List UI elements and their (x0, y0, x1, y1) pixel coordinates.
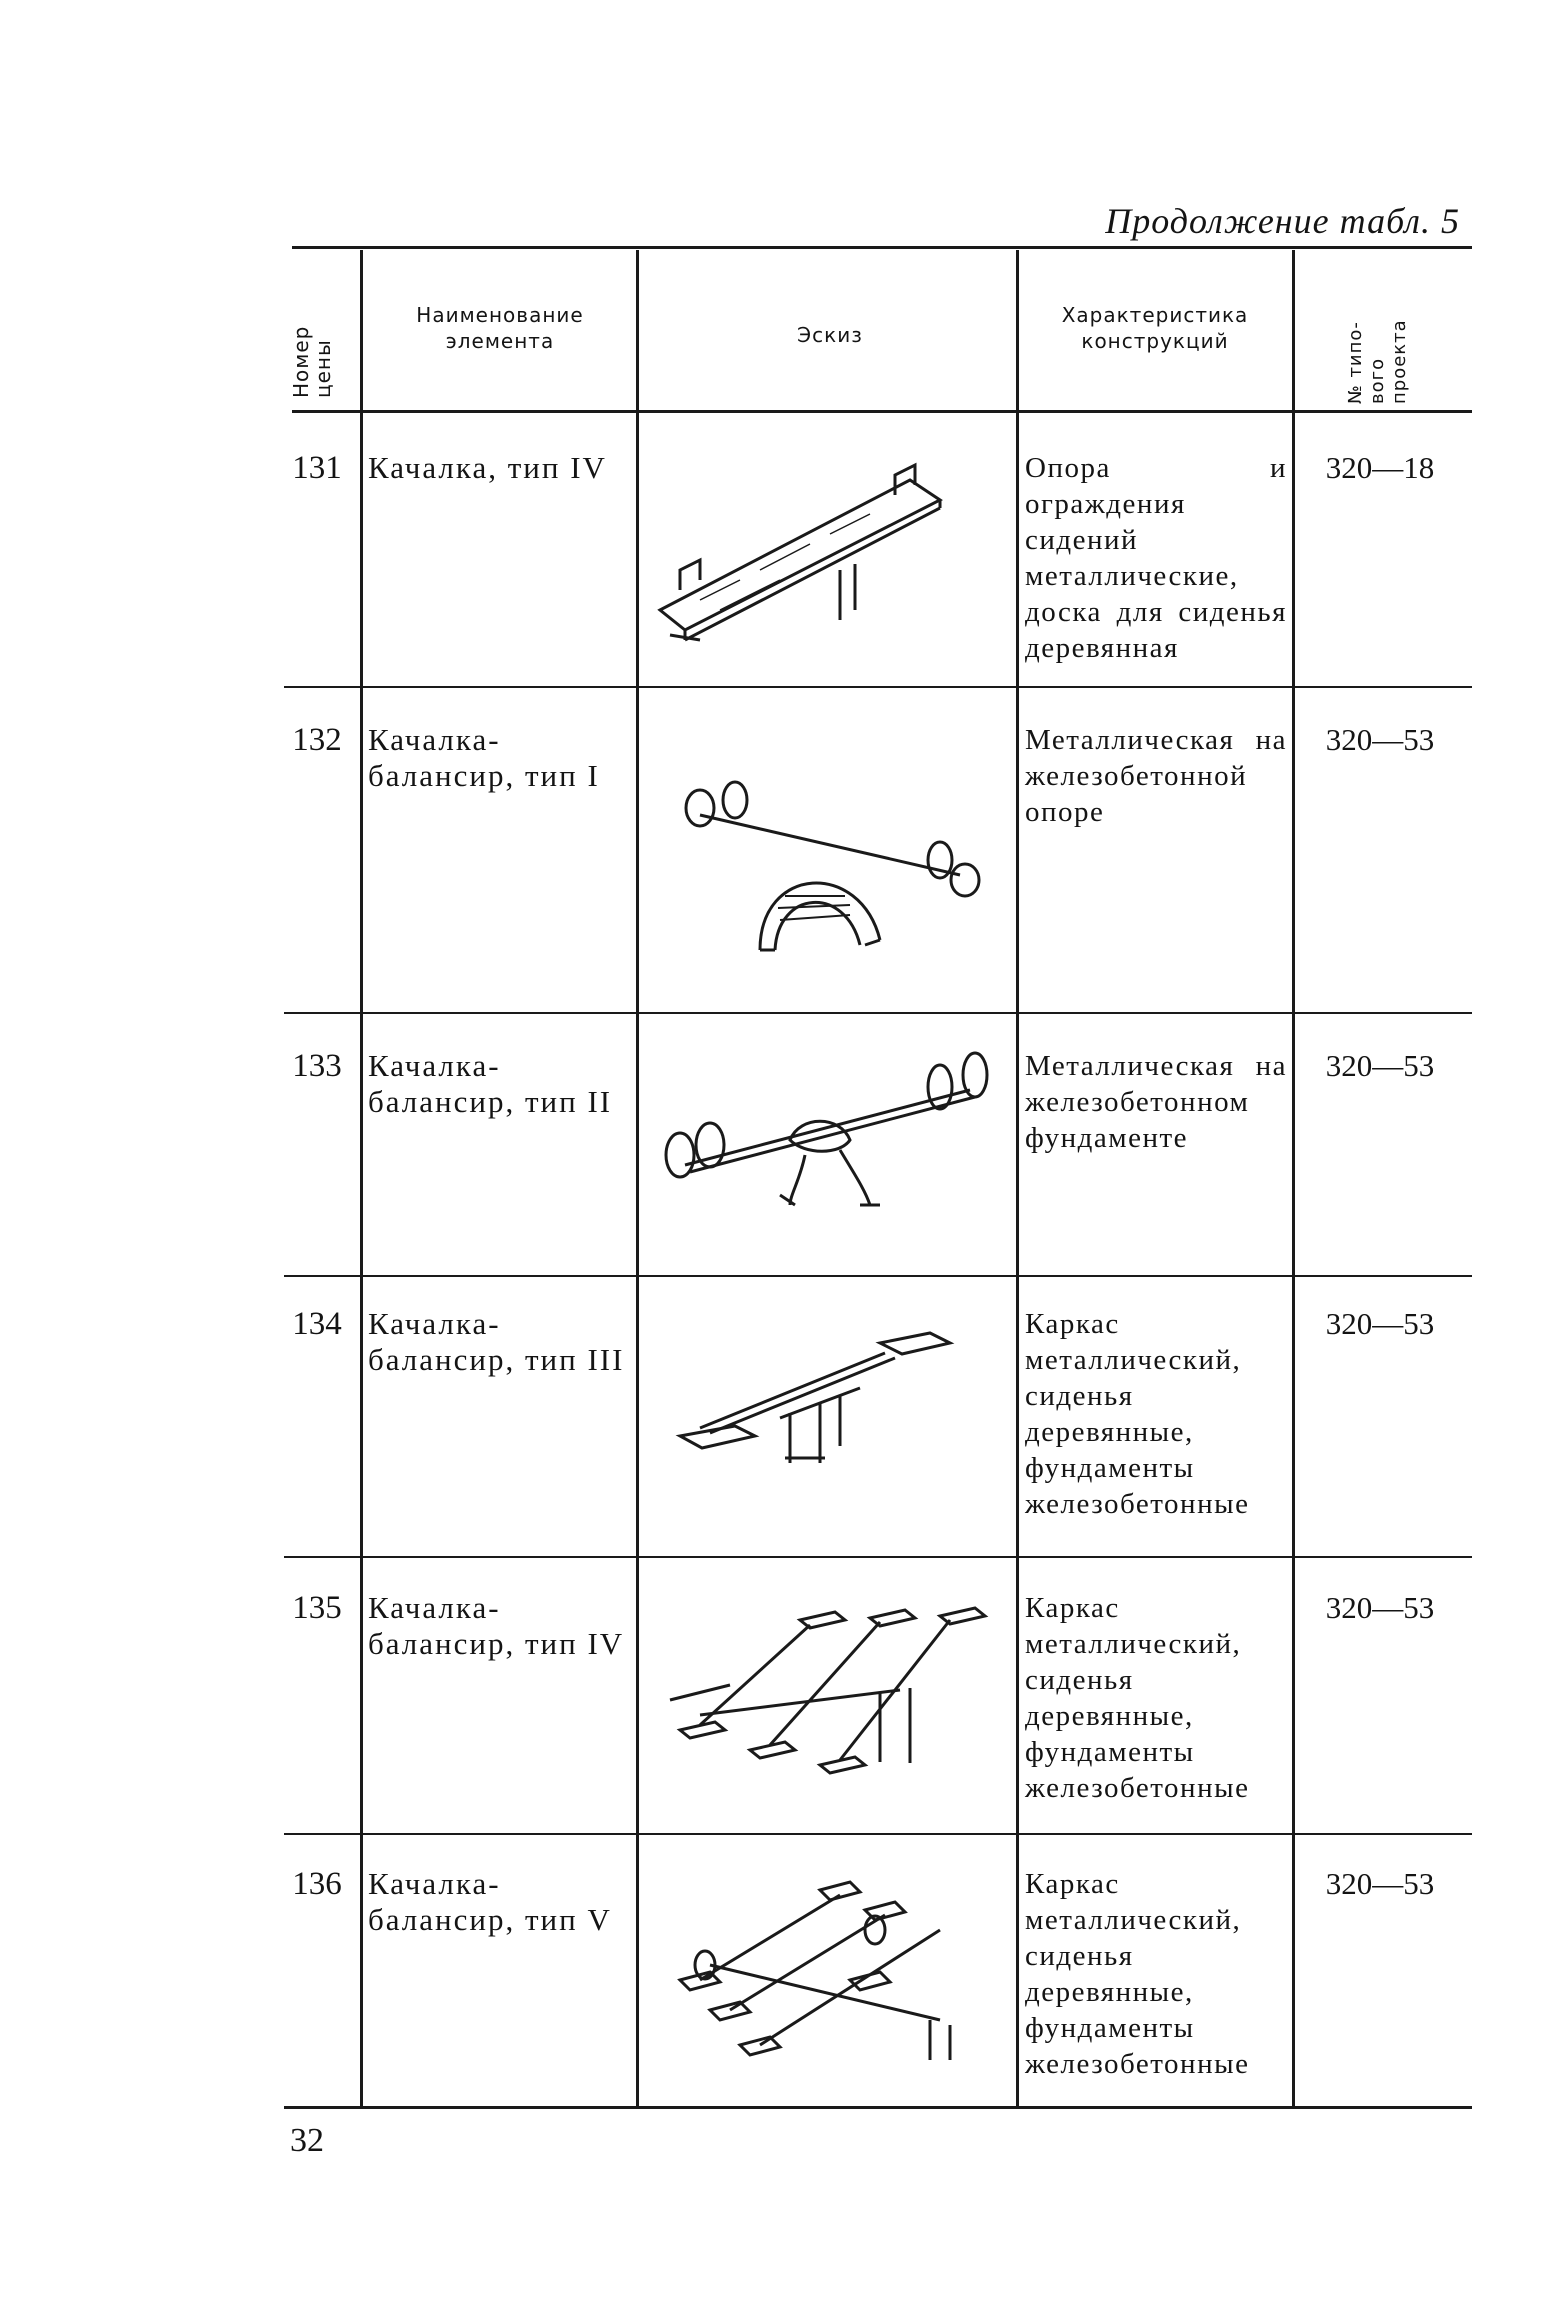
construction-description: Каркас металлический, сиденья деревянные, фундаменты железобетонные (1025, 1868, 1250, 2080)
construction-description: Металлическая на железобетонной опоре (1025, 724, 1287, 828)
header-sketch: Эскиз (797, 323, 863, 347)
page-number: 32 (290, 2122, 324, 2159)
construction-description: Опора и ограждения сидений металлические, доска для сиденья деревянная (1025, 452, 1287, 664)
column-divider (360, 250, 363, 2106)
construction-description: Каркас металлический, сиденья деревянные, фундаменты железобетонные (1025, 1308, 1250, 1520)
project-number: 320—53 (1325, 1866, 1435, 1901)
row-number: 132 (292, 722, 342, 758)
header-name: Наименование элемента (416, 303, 584, 353)
project-number: 320—53 (1325, 1590, 1435, 1625)
element-name: Качалка-балансир, тип III (368, 1306, 625, 1377)
construction-description: Каркас металлический, сиденья деревянные, фундаменты железобетонные (1025, 1592, 1250, 1804)
table-caption: Продолжение табл. 5 (1105, 201, 1460, 241)
table-bottom-rule (284, 2106, 1472, 2109)
row-number: 133 (292, 1048, 342, 1084)
row-number: 134 (292, 1306, 342, 1342)
project-number: 320—53 (1325, 1306, 1435, 1341)
header-project: № типо- вого проекта (1345, 319, 1410, 404)
column-divider (1292, 250, 1295, 2106)
element-name: Качалка, тип IV (368, 450, 607, 485)
element-name: Качалка-балансир, тип V (368, 1866, 612, 1937)
header-characteristics: Характеристика конструкций (1061, 303, 1249, 353)
triple-seesaw-icon (640, 1600, 1020, 1800)
loop-seesaw-icon (640, 1045, 1020, 1225)
row-number: 135 (292, 1590, 342, 1626)
table-top-rule (292, 246, 1472, 249)
project-number: 320—53 (1325, 1048, 1435, 1083)
element-name: Качалка-балансир, тип I (368, 722, 600, 793)
project-number: 320—53 (1325, 722, 1435, 757)
single-seesaw-icon (640, 1318, 1020, 1498)
plank-seesaw-icon (640, 460, 1020, 660)
construction-description: Металлическая на железобетонном фундаменте (1025, 1050, 1287, 1154)
column-divider (636, 250, 639, 2106)
row-number: 136 (292, 1866, 342, 1902)
row-number: 131 (292, 450, 342, 486)
arch-seesaw-icon (640, 770, 1020, 970)
header-number: Номер цены (289, 325, 335, 398)
header-bottom-rule (292, 410, 1472, 413)
cross-seesaw-icon (640, 1870, 1020, 2080)
element-name: Качалка-балансир, тип II (368, 1048, 613, 1119)
element-name: Качалка-балансир, тип IV (368, 1590, 625, 1661)
project-number: 320—18 (1325, 450, 1435, 485)
